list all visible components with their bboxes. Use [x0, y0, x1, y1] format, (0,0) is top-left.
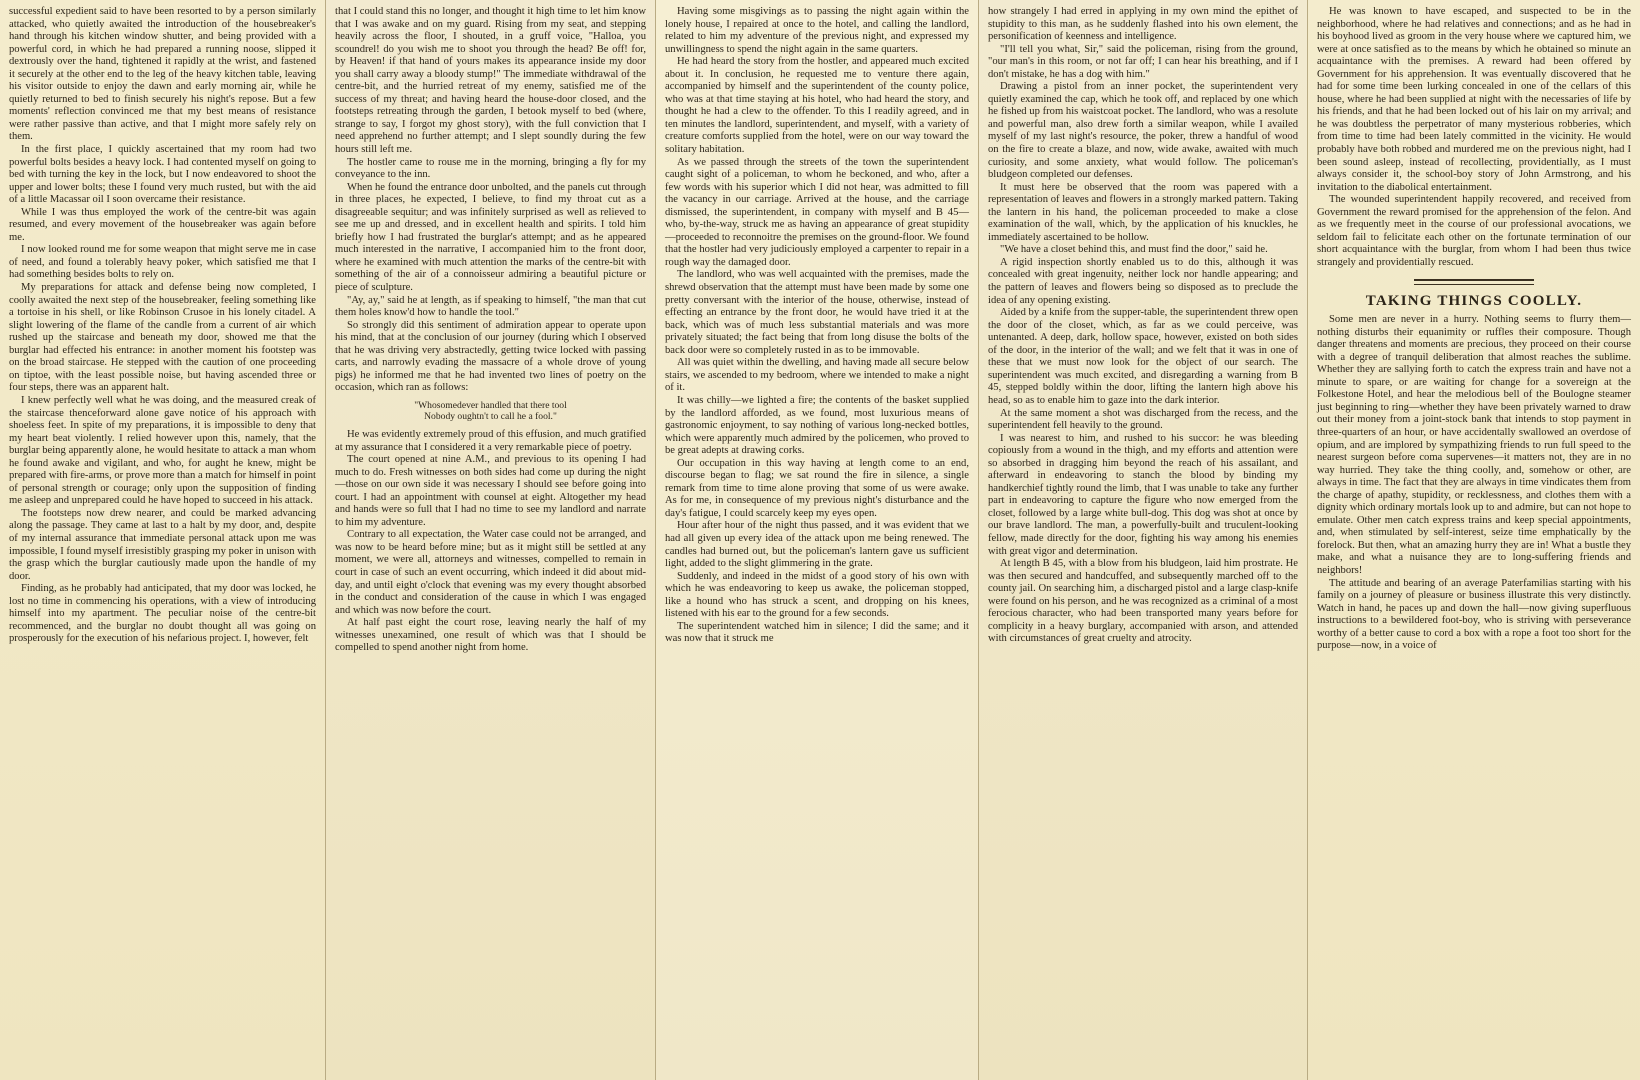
- paragraph: The footsteps now drew nearer, and could be marked advancing along the passage. They came at last to a halt by my door, and, despite of my internal assurance that immediate personal attack upon me was impossible, I found myself irresistibly grasping my poker in unison with the grasp which the burglar cautiously made upon the handle of my door.: [9, 507, 316, 582]
- paragraph: I knew perfectly well what he was doing, and the measured creak of the staircase thenceforward alone gave notice of his approach with shoeless feet. In spite of my preparations, it is impossible to deny that my heart beat violently. I relied however upon this, namely, that the burglar being apparently alone, he would hesitate to attack a man whom he found awake and vigilant, and who, for aught he knew, might be prepared with fire-arms, or prove more than a match for himself in point of personal strength or courage; only upon the supposition of finding me asleep and unprepared could he have hoped to succeed in his attack.: [9, 394, 316, 507]
- paragraph: In the first place, I quickly ascertained that my room had two powerful bolts besides a heavy lock. I had contented myself on going to bed with turning the key in the lock, but I now endeavored to shoot the upper and lower bolts; these I found very much rusted, but with the aid of a little Macassar oil I soon overcame their resistance.: [9, 144, 316, 206]
- text-column-3: [656, 0, 979, 1080]
- paragraph: At length B 45, with a blow from his bludgeon, laid him prostrate. He was then secured and handcuffed, and subsequently marched off to the county jail. On searching him, a discharged pistol and a large clasp-knife were found on his person, and he was recognized as a criminal of a most ferocious character, who had been transported many years before for complicity in a heavy burglary, accompanied with arson, and attended with circumstances of great cruelty and atrocity.: [988, 558, 1298, 645]
- paragraph: "Ay, ay," said he at length, as if speaking to himself, "the man that cut them holes know'd how to handle the tool.": [335, 294, 646, 319]
- paragraph: He was known to have escaped, and suspected to be in the neighborhood, where he had relatives and connections; and as he had in his boyhood lived as groom in the very house where we captured him, we were at once satisfied as to the means by which he obtained so minute an acquaintance with the premises. A reward had been offered by Government for his apprehension. It was eventually discovered that he had for some time been lurking concealed in one of the cellars of this house, where he had been supplied at night with the necessaries of life by his friends, and that he had been locked out of his lair on my arrival; and he was doubtless the perpetrator of many mysterious robberies, which from time to time had been lately committed in the vicinity. He would probably have both robbed and murdered me on the previous night, had I been sound asleep, instead of recollecting, providentially, as I must always consider it, the school-boy story of John Armstrong, and his invitation to the diabolical entertainment.: [1317, 6, 1631, 193]
- paragraph: While I was thus employed the work of the centre-bit was again resumed, and every movement of the housebreaker was again before me.: [9, 206, 316, 243]
- section-rule: [1414, 284, 1534, 285]
- paragraph: I now looked round me for some weapon that might serve me in case of need, and found a tolerably heavy poker, which satisfied me that I had something besides bolts to rely on.: [9, 244, 316, 281]
- paragraph: My preparations for attack and defense being now completed, I coolly awaited the next step of the housebreaker, feeling something like a tortoise in his shell, or like Robinson Crusoe in his lonely citadel. A slight lowering of the flame of the candle from a current of air which rushed up the staircase and beneath my door, showed me that the burglar had effected his entrance: in another moment his footstep was on the broad staircase. He stepped with the caution of one proceeding on tiptoe, with the least possible noise, but having ascended three or four steps, there was an apparent halt.: [9, 282, 316, 394]
- paragraph: The wounded superintendent happily recovered, and received from Government the reward promised for the apprehension of the felon. And as we frequently meet in the course of our professional avocations, we seldom fail to felicitate each other on the fortunate termination of our short acquaintance with the burglar, from whom I had been thus twice strangely and providentially rescued.: [1317, 194, 1631, 268]
- paragraph: I was nearest to him, and rushed to his succor: he was bleeding copiously from a wound in the thigh, and my efforts and attention were so absorbed in dragging him beyond the reach of his assailant, and afterward in endeavoring to stanch the blood by binding my handkerchief tightly round the limb, that I was unable to take any further part in endeavoring to capture the figure who now emerged from the closet, followed by a large white bull-dog. This dog was shot at once by our brave landlord. The man, a powerfully-built and truculent-looking fellow, made directly for the door, fighting his way among his enemies with great vigor and determination.: [988, 432, 1298, 557]
- article-heading: TAKING THINGS COOLLY.: [1365, 293, 1583, 310]
- paragraph: He was evidently extremely proud of this effusion, and much gratified at my assurance that I considered it a very remarkable piece of poetry.: [335, 428, 646, 453]
- paragraph: Contrary to all expectation, the Water case could not be arranged, and was now to be heard before mine; but as it might still be settled at any moment, we were all, attorneys and witnesses, compelled to remain in court in case of such an event occurring, which indeed it did about mid-day, and until eight o'clock that evening was my every thought absorbed in the conduct and consideration of the cause in which I was engaged and which was now before the court.: [335, 529, 646, 616]
- text-column-1: [0, 0, 326, 1080]
- verse-line: "Whosomedever handled that there tool: [414, 399, 567, 411]
- paragraph: It was chilly—we lighted a fire; the contents of the basket supplied by the landlord afforded, as we found, most luxurious means of gastronomic enjoyment, to say nothing of various long-necked bottles, which were apparently much admired by the policemen, who proved to be great adepts at drawing corks.: [665, 394, 969, 457]
- paragraph: Our occupation in this way having at length come to an end, discourse began to flag; we sat round the fire in silence, a single remark from time to time alone proving that some of us were awake. As for me, in consequence of my previous night's disturbance and the day's fatigue, I could scarcely keep my eyes open.: [665, 457, 969, 519]
- paragraph: All was quiet within the dwelling, and having made all secure below stairs, we ascended to my bedroom, where we intended to make a night of it.: [665, 357, 969, 394]
- paragraph: Some men are never in a hurry. Nothing seems to flurry them—nothing disturbs their equanimity or ruffles their composure. Though danger threatens and moments are precious, they proceed on their course with a degree of tranquil deliberation that almost reaches the sublime. Whether they are sallying forth to catch the express train and have not a minute to spare, or are waiting for change for a sovereign at the Folkestone Hotel, and hear the melodious bell of the Boulogne steamer just beginning to ring—whether they have been privately warned to draw out their money from a joint-stock bank that intends to stop payment in three-quarters of an hour, or have accidentally swallowed an overdose of opium, and are implored by sympathizing friends to run full speed to the nearest surgeon before coma supervenes—it matters not, they are in no way hurried. They take the thing coolly, and, somehow or other, are always in time. The fact that they are always in time vindicates them from the charge of apathy, stupidity, or recklessness, and clothes them with a dignity which ordinary mortals look up to and admire, but can not hope to emulate. Other men catch express trains and keep special appointments, and, when stimulated by self-interest, seize time emphatically by the forelock. But then, what an amazing hurry they are in! What a bustle they make, and what a nuisance they are to long-suffering friends and neighbors!: [1317, 314, 1631, 576]
- paragraph: Suddenly, and indeed in the midst of a good story of his own with which he was endeavoring to keep us awake, the policeman stopped, like a hound who has struck a scent, and dropping on his knees, listened with his ear to the ground for a few seconds.: [665, 570, 969, 620]
- paragraph: how strangely I had erred in applying in my own mind the epithet of stupidity to this man, as he suddenly flashed into his own element, the personification of keenness and intelligence.: [988, 6, 1298, 43]
- paragraph: successful expedient said to have been resorted to by a person similarly attacked, who quietly awaited the introduction of the housebreaker's hand through his kitchen window shutter, and being provided with a powerful cord, in which he had prepared a running noose, slipped it dextrously over the hand, tightened it rapidly at the wrist, and fastened it securely at the other end to the leg of the heavy kitchen table, leaving his visitor outside to enjoy the dawn and early morning air, while he quietly returned to bed to finish securely his night's repose. But a few moments' reflection convinced me that my best means of resistance were rather passive than active, and that I might more safely rely on them.: [9, 6, 316, 143]
- text-column-5: [1308, 0, 1640, 1080]
- text-column-2: [326, 0, 656, 1080]
- paragraph: A rigid inspection shortly enabled us to do this, although it was concealed with great ingenuity, neither lock nor handle appearing; and the pattern of leaves and flowers being so disposed as to preclude the idea of any opening existing.: [988, 256, 1298, 306]
- paragraph: At half past eight the court rose, leaving nearly the half of my witnesses unexamined, one result of which was that I should be compelled to spend another night from home.: [335, 617, 646, 654]
- paragraph: "We have a closet behind this, and must find the door," said he.: [1000, 244, 1268, 256]
- verse-line: Nobody oughtn't to call he a fool.": [424, 411, 557, 423]
- paragraph: Finding, as he probably had anticipated, that my door was locked, he lost no time in commencing his operations, with a view of introducing himself into my apartment. The peculiar noise of the centre-bit recommenced, and the burglar no doubt thought all was going on prosperously for the execution of his nefarious project. I, however, felt: [9, 583, 316, 645]
- paragraph: As we passed through the streets of the town the superintendent caught sight of a policeman, to whom he beckoned, and who, after a few words with his superior which I did not hear, was admitted to fill the vacancy in our carriage. Arrived at the house, and the carriage dismissed, the superintendent, in company with myself and B 45—who, by-the-way, struck me as having an appearance of great stupidity—proceeded to reconnoitre the premises on the ground-floor. We found that the hostler had very judiciously employed a carpenter to repair in a rough way the damaged door.: [665, 156, 969, 268]
- paragraph: It must here be observed that the room was papered with a representation of leaves and flowers in a strongly marked pattern. Taking the lantern in his hand, the policeman proceeded to make a close examination of the wall, which, by the application of his knuckles, he immediately ascertained to be hollow.: [988, 181, 1298, 243]
- paragraph: Having some misgivings as to passing the night again within the lonely house, I repaired at once to the hotel, and calling the landlord, related to him my adventure of the previous night, and expressed my unwillingness to spend the night again in the same quarters.: [665, 6, 969, 55]
- paragraph: At the same moment a shot was discharged from the recess, and the superintendent fell heavily to the ground.: [988, 407, 1298, 432]
- paragraph: "I'll tell you what, Sir," said the policeman, rising from the ground, "our man's in this room, or not far off; I can hear his breathing, and if I don't mistake, he has a dog with him.": [988, 43, 1298, 80]
- paragraph: that I could stand this no longer, and thought it high time to let him know that I was awake and on my guard. Rising from my seat, and stepping heavily across the floor, I shouted, in a gruff voice, "Halloa, you scoundrel! do you wish me to shoot you through the head? Be off! for, by Heaven! if that hand of yours makes its appearance inside my door you shall carry away a bloody stump!" The immediate withdrawal of the centre-bit, and the hurried retreat of my enemy, satisfied me of the success of my threat; and having heard the house-door closed, and the footsteps retreating through the garden, I betook myself to bed (where, strange to say, I forgot my ghost story), with the full conviction that I need apprehend no further attempt; and I slept soundly during the few hours still left me.: [335, 6, 646, 156]
- paragraph: The attitude and bearing of an average Paterfamilias starting with his family on a journey of pleasure or business illustrate this very distinctly. Watch in hand, he paces up and down the hall—now giving superfluous instructions to a bewildered foot-boy, who is striving with perseverance worthy of a better cause to cord a box with a rope a foot too short for the purpose—now, in a voice of: [1317, 577, 1631, 652]
- paragraph: The hostler came to rouse me in the morning, bringing a fly for my conveyance to the inn.: [335, 156, 646, 181]
- paragraph: Hour after hour of the night thus passed, and it was evident that we had all given up every idea of the attack upon me being renewed. The candles had burned out, but the policeman's lantern gave us sufficient light, added to the slight glimmering in the grate.: [665, 520, 969, 570]
- paragraph: Drawing a pistol from an inner pocket, the superintendent very quietly examined the cap, which he took off, and replaced by one which he fished up from his waistcoat pocket. The landlord, who was a resolute and powerful man, also drew forth a similar weapon, while I availed myself of my last night's resource, the poker, threw a handful of wood on the fire to create a blaze, and now, wide awake, awaited with much curiosity, and some anxiety, what would follow. The policeman's bludgeon completed our defenses.: [988, 81, 1298, 181]
- paragraph: The superintendent watched him in silence; I did the same; and it was now that it struck me: [665, 620, 969, 645]
- section-rule: [1414, 279, 1534, 281]
- text-column-4: [979, 0, 1308, 1080]
- paragraph: So strongly did this sentiment of admiration appear to operate upon his mind, that at the conclusion of our journey (during which I observed that he was driving very abstractedly, getting twice locked with passing carts, and narrowly evading the massacre of a whole drove of young pigs) he informed me that he had invented two lines of poetry on the occasion, which ran as follows:: [335, 319, 646, 394]
- paragraph: The court opened at nine A.M., and previous to its opening I had much to do. Fresh witnesses on both sides had come up during the night—those on our own side it was necessary I should see before going into court. I had an appointment with counsel at eight. Altogether my head and hands were so full that I had no time to see my landlord and narrate to him my adventure.: [335, 454, 646, 528]
- paragraph: He had heard the story from the hostler, and appeared much excited about it. In conclusion, he requested me to venture there again, accompanied by himself and the superintendent of the county police, who was at that time staying at his hotel, who had heard the story, and thought he had a clew to the offender. To this I readily agreed, and in ten minutes the landlord, superintendent, and myself, with a variety of creature comforts supplied from the hotel, were on our way toward the solitary habitation.: [665, 56, 969, 156]
- paragraph: Aided by a knife from the supper-table, the superintendent threw open the door of the closet, which, as far as we could perceive, was untenanted. A deep, dark, hollow space, however, existed on both sides of the door, in the interior of the wall; and we felt that it was in one of these that we must now look for the object of our search. The superintendent was much excited, and disregarding a warning from B 45, stepped boldly within the door, lifting the lantern high above his head, so as to enable him to gaze into the dark interior.: [988, 307, 1298, 406]
- verse-quote: [335, 400, 646, 423]
- paragraph: The landlord, who was well acquainted with the premises, made the shrewd observation that the attempt must have been made by some one pretty conversant with the interior of the house, otherwise, instead of effecting an entrance by the front door, he would have tried it at the back, which was of much less substantial materials and was more privately situated; the fact being that from long disuse the bolts of the back door were so completely rusted in as to be immovable.: [665, 269, 969, 356]
- paragraph: When he found the entrance door unbolted, and the panels cut through in three places, he expected, I believe, to find my throat cut as a disagreeable sequitur; and was infinitely surprised as well as relieved to see me up and dressed, and in excellent health and spirits. I told him briefly how I had frustrated the burglar's attempt; and as he appeared much interested in the narrative, I accompanied him to the front door, where he examined with much attention the marks of the centre-bit with something of the air of a connoisseur admiring a beautiful picture or piece of sculpture.: [335, 181, 646, 294]
